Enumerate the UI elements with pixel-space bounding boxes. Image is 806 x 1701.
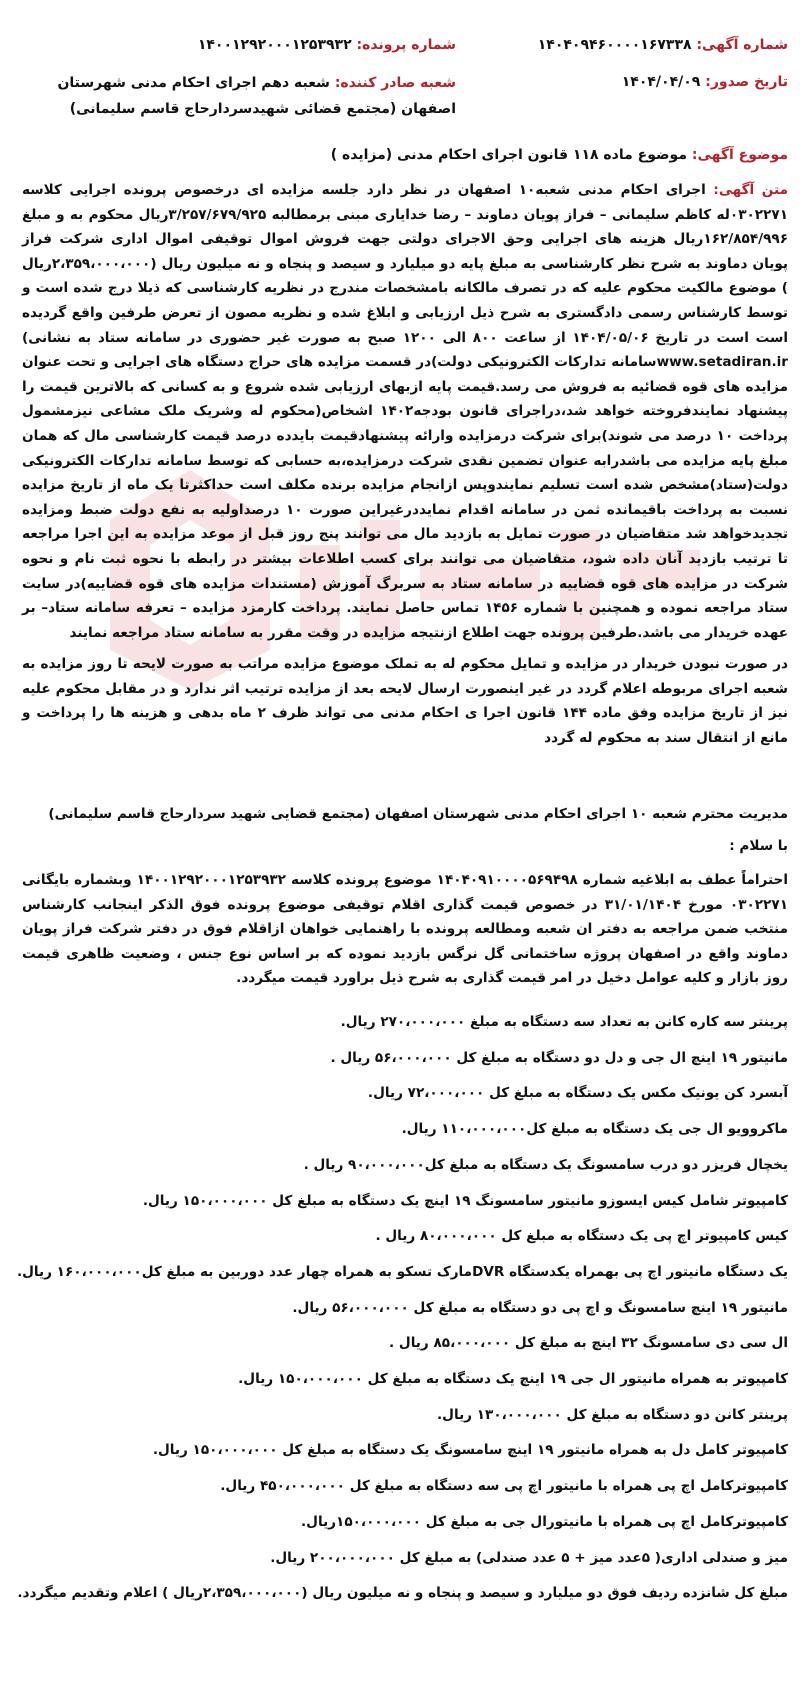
case-number-value: ۱۴۰۰۱۲۹۲۰۰۰۱۲۵۳۹۳۲ <box>197 37 352 53</box>
appraisal-item: میز و صندلی اداری( ۵عدد میز + ۵ عدد صندلی) به مبلغ کل ۲۰۰،۰۰۰،۰۰۰ ریال. <box>270 1549 788 1566</box>
appraisal-item: کامپیوتر کامل دل به همراه مانیتور ۱۹ اینچ سامسونگ یک دستگاه به مبلغ کل ۱۵۰،۰۰۰،۰۰۰ ریال. <box>152 1442 788 1459</box>
issue-date-field <box>622 70 788 94</box>
appraisal-item: کامپیوتر شامل کیس ایسوزو مانیتور سامسونگ ۱۹ اینچ یک دستگاه به مبلغ کل ۱۵۰،۰۰۰،۰۰۰ ریال. <box>142 1192 788 1209</box>
subject-value: موضوع ماده ۱۱۸ قانون اجرای احکام مدنی (مزایده ) <box>330 147 687 163</box>
appraisal-item: مانیتور ۱۹ اینچ سامسونگ و اچ پی دو دستگاه به مبلغ کل ۵۶،۰۰۰،۰۰۰ ریال. <box>292 1299 788 1316</box>
salutation-line: مدیریت محترم شعبه ۱۰ اجرای احکام مدنی شهرستان اصفهان (مجتمع قضایی شهید سردارحاج قاسم سلیمانی) <box>48 806 788 822</box>
appraisal-item: پرینتر کانن دو دستگاه به مبلغ کل ۱۳۰،۰۰۰،۰۰۰ ریال. <box>437 1406 788 1423</box>
notice-text-label: متن آگهی: <box>713 182 789 198</box>
appraisal-item: آبسرد کن یونیک مکس یک دستگاه به مبلغ کل ۷۲،۰۰۰،۰۰۰ ریال. <box>367 1085 788 1102</box>
no-buyer-paragraph: در صورت نبودن خریدار در مزایده و تمایل محکوم له به تملک موضوع مزایده مراتب به صورت لایحه تا روز مزایده به شعبه اجرای مربوطه اعلام گردد در غیر اینصورت ارسال لایحه بعد از مزایده ترتیب اثر ندارد و در مقابل محکوم علیه نیز از تاریخ مزایده وفق ماده ۱۴۴ قانون اجرا ی احکام مدنی می تواند ظرف ۲ ماه بدهی و هزینه ها را پرداخت و مانع از انتقال سند به محکوم له گردد <box>22 656 788 746</box>
notice-text-body: اجرای احکام مدنی شعبه۱۰ اصفهان در نظر دارد جلسه مزایده ای درخصوص پرونده اجرایی کلاسه ۰۳۰۲۲۷۱له کاظم سلیمانی – فراز پویان دماوند – رضا خدایاری مبنی برمطالبه ۳/۲۵۷/۶۷۹/۹۲۵ریال محکوم به و مبلغ ۱۶۲/۸۵۴/۹۹۶ریال هزینه های اجرایی وحق الاجرای دولتی جهت فروش اموال توقیفی اموال اداری شرکت فراز پویان دماوند به شرح نظر کارشناسی به مبلغ پایه دو میلیارد و سیصد و پنجاه و نه میلیون ریال (۲،۳۵۹،۰۰۰،۰۰۰ریال ) موضوع مالکیت محکوم علیه که در تصرف مالکانه بامشخصات مندرج در نظریه کارشناسی که ذیلا درج شده است و توسط کارشناس رسمی دادگستری به شرح ذیل ارزیابی و ابلاغ شده و نظریه مصون از تعرض طرفین واقع گردیده است است در تاریخ ۱۴۰۴/۰۵/۰۶ از ساعت ۸۰۰ الی ۱۲۰۰ صبح به صورت غیر حضوری در سامانه ستاد به نشانی) www.setadiran.irسامانه تدارکات الکترونیکی دولت)در قسمت مزایده های حراج دستگاه های اجرایی و تحت عنوان مزایده های قوه قضائیه به فروش می رسد.قیمت پایه ازبهای ارزیابی شده شروع و به کسانی که بالاترین قیمت را پیشنهاد نمایندفروخته خواهد شد،دراجرای قانون بودجه۱۴۰۲ اشخاص(محکوم له وشریک ملک مشاعی نیزمشمول پرداخت ۱۰ درصد می شوند)برای شرکت درمزایده وارائه پیشنهادقیمت بایدده درصد قیمت کارشناسی مال که همان مبلغ پایه مزایده می باشدرابه عنوان تضمین نقدی شرکت درمزایده،به حسابی که توسط سامانه تدارکات الکترونیکی دولت(ستاد)مشخص شده است تسلیم نمایندوپس ازانجام مزایده برنده مکلف است حداکثرتا یک ماه از تاریخ مزایده نسبت به پرداخت باقیمانده ثمن در سامانه اقدام نمایددرغیراین صورت ۱۰ درصداولیه به نفع دولت ضبط ومزایده تجدیدخواهد شد متقاضیان در صورت تمایل به بازدید مال می توانند پنج روز قبل از موعد مزایده به این اجرا مراجعه تا ترتیب بازدید آنان داده شود، متقاضیان می توانند برای کسب اطلاعات بیشتر در رابطه با نحوه ثبت نام و نحوه شرکت در مزایده های قوه قضاییه در سامانه ستاد به سربرگ آموزش (مستندات مزایده های قوه قضاییه)در سایت ستاد مراجعه نموده و همچنین با شماره ۱۴۵۶ تماس حاصل نمایند. پرداخت کارمزد مزایده – تعرفه سامانه ستاد– بر عهده خریدار می باشد.طرفین پرونده جهت اطلاع ازنتیجه مزایده در وقت مقرر به سامانه ستاد مراجعه نمایند <box>22 182 789 641</box>
appraisal-item: کامپیوترکامل اچ پی همراه با مانیتورال جی به مبلغ کل ۱۵۰،۰۰۰،۰۰۰ریال. <box>301 1513 788 1530</box>
appraisal-item: ال سی دی سامسونگ ۳۲ اینچ به مبلغ کل ۸۵،۰۰۰،۰۰۰ ریال . <box>389 1335 788 1352</box>
expert-report-paragraph: احتراماً عطف به ابلاغیه شماره ۱۴۰۴۰۹۱۰۰۰۰۵۶۹۴۹۸ موضوع پرونده کلاسه ۱۴۰۰۱۲۹۲۰۰۰۱۲۵۳۹۳۲ وبشماره بایگانی ۰۳۰۲۲۷۱ مورخ ۳۱/۰۱/۱۴۰۴ در خصوص قیمت گذاری اقلام توقیفی موضوع پرونده فوق الذکر اینجانب کارشناس منتخب ضمن مراجعه به دفتر ان شعبه ومطالعه پرونده با راهنمایی خواهان ازاقلام فوق در دفتر شرکت فراز پویان دماوند واقع در اصفهان پروژه ساختمانی گل نرگس بازدید نموده که بر اساس نوع جنس ، وضعیت ظاهری قیمت روز بازار و کلیه عوامل دخیل در امر قیمت گذاری به شرح ذیل براورد قیمت میگردد. <box>22 872 788 987</box>
issue-date-label: تاریخ صدور: <box>705 74 788 90</box>
appraisal-item: مانیتور ۱۹ اینچ ال جی و دل دو دستگاه به مبلغ کل ۵۶،۰۰۰،۰۰۰ ریال . <box>330 1049 788 1066</box>
case-number-field <box>198 33 456 57</box>
ad-number-value: ۱۴۰۴۰۹۴۶۰۰۰۰۱۶۷۳۳۸ <box>537 37 692 53</box>
appraisal-item: ماکروویو ال جی یک دستگاه به مبلغ کل۱۱۰،۰۰۰،۰۰۰ ریال. <box>401 1121 788 1138</box>
ad-number-label: شماره آگهی: <box>696 37 788 53</box>
issuing-branch-value: شعبه دهم اجرای احکام مدنی شهرستان اصفهان (مجتمع قضائی شهیدسردارحاج قاسم سلیمانی) <box>57 75 456 117</box>
issuing-branch-label: شعبه صادر کننده: <box>334 75 456 91</box>
appraisal-item: پرینتر سه کاره کانن به تعداد سه دستگاه به مبلغ ۲۷۰،۰۰۰،۰۰۰ ریال. <box>340 1014 788 1030</box>
subject-label: موضوع آگهی: <box>691 147 788 163</box>
greeting-line: با سلام : <box>729 838 788 854</box>
appraisal-item: یک دستگاه مانیتور اچ پی بهمراه یکدستگاه DVRمارک تسکو به همراه چهار عدد دوربین به مبلغ کل۱۶۰،۰۰۰،۰۰۰ ریال. <box>16 1263 788 1280</box>
appraisal-item: یخچال فریزر دو درب سامسونگ یک دستگاه به مبلغ کل۹۰،۰۰۰،۰۰۰ ریال . <box>303 1156 788 1173</box>
appraisal-item: کامپیوتر به همراه مانیتور ال جی ۱۹ اینچ یک دستگاه به مبلغ کل ۱۵۰،۰۰۰،۰۰۰ ریال. <box>238 1371 788 1388</box>
issue-date-value: ۱۴۰۴/۰۴/۰۹ <box>621 74 701 90</box>
appraisal-item: کیس کامپیوتر اچ پی یک دستگاه به مبلغ کل ۸۰،۰۰۰،۰۰۰ ریال . <box>375 1228 788 1245</box>
case-number-label: شماره پرونده: <box>356 37 456 53</box>
subject-field <box>331 143 788 167</box>
ad-number-field <box>538 33 788 57</box>
appraisal-total: مبلغ کل شانزده ردیف فوق دو میلیارد و سیصد و پنجاه و نه میلیون ریال (۲،۳۵۹،۰۰۰،۰۰۰ریال ) اعلام وتقدیم میگردد. <box>17 1585 788 1602</box>
notice-text-paragraph <box>22 178 788 645</box>
appraisal-items-list <box>16 1005 788 1612</box>
issuing-branch-field <box>36 70 456 122</box>
appraisal-item: کامپیوترکامل اچ پی همراه با مانیتور اچ پی سه دستگاه به مبلغ کل ۴۵۰،۰۰۰،۰۰۰ ریال. <box>220 1478 788 1495</box>
